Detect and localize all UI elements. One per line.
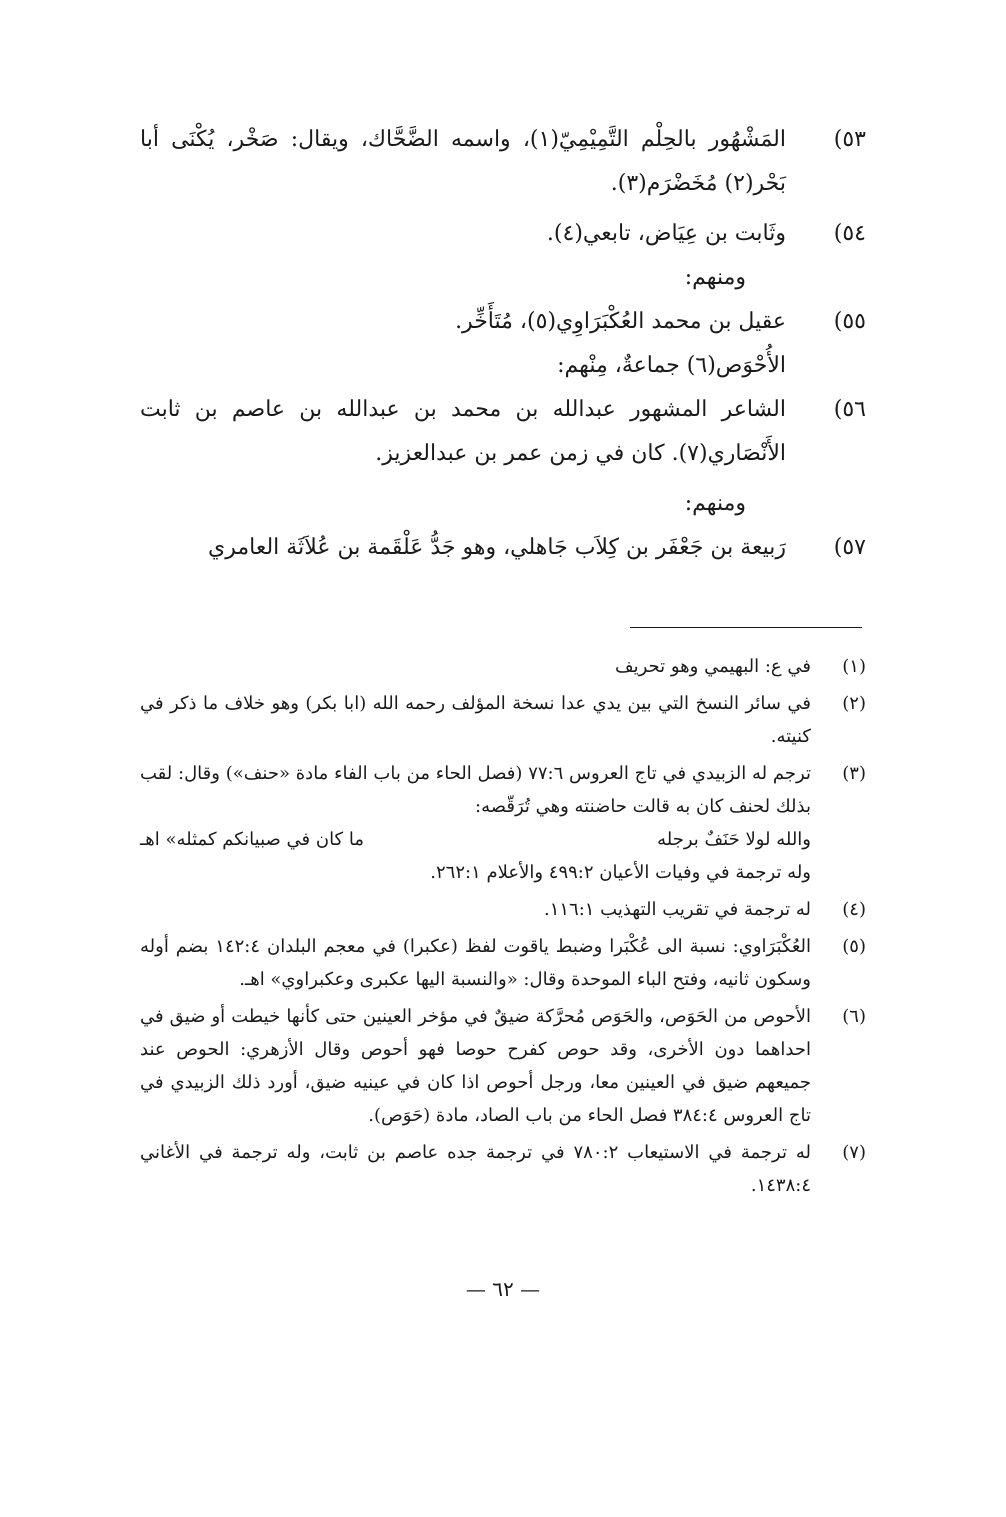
entry-text: الشاعر المشهور عبدالله بن محمد بن عبدالله بن عاصم بن ثابت الأَنْصَاري(٧). كان في زمن عمر بن عبدالعزيز. bbox=[140, 397, 786, 466]
poetry-verse bbox=[140, 823, 811, 856]
footnote-number: (٦) bbox=[842, 1006, 866, 1027]
footnote-text: ترجم له الزبيدي في تاج العروس ٧٧:٦ (فصل الحاء من باب الفاء مادة «حنف») وقال: لقب بذلك لحنف كان به قالت حاضنته وهي تُرَقّصه: bbox=[140, 763, 811, 817]
page-number: — ٦٢ — bbox=[465, 1277, 541, 1301]
entry-53 bbox=[140, 118, 866, 206]
subheading: الأُحْوَص(٦) جماعةٌ، مِنْهم: bbox=[557, 353, 786, 378]
entry-text: رَبيعة بن جَعْفَر بن كِلاَب جَاهلي، وهو جَدُّ عَلْقَمة بن عُلاَثَة العامري bbox=[208, 535, 786, 560]
footnote-number: (٤) bbox=[842, 899, 866, 920]
footnote bbox=[140, 930, 866, 996]
footnote bbox=[140, 893, 866, 926]
subheading: ومنهم: bbox=[684, 265, 746, 290]
footnote-number: (١) bbox=[842, 656, 866, 677]
entry-56 bbox=[140, 388, 866, 476]
entry-number: ٥٤) bbox=[833, 221, 866, 246]
entry-number: ٥٦) bbox=[833, 397, 866, 422]
entry-57 bbox=[140, 526, 866, 570]
verse-first-hemistich: والله لولا حَنَفٌ برجله bbox=[657, 829, 811, 850]
entry-number: ٥٣) bbox=[833, 127, 866, 152]
entry-text: عقيل بن محمد العُكْبَرَاوِي(٥)، مُتَأَخِّر. bbox=[455, 309, 786, 334]
footnote-text: الأحوص من الحَوَص، والحَوَص مُحرَّكة ضيقٌ في مؤخر العينين حتى كأنها خيطت أو ضيق في احداهما دون الأخرى، وقد حوص كفرح حوصا فهو أحوص وقال الأزهري: الحوص عند جميعهم ضيق في العينين معا، ورجل أحوص اذا كان في عينيه ضيق، أورد ذلك الزبيدي في تاج العروس ٣٨٤:٤ فصل الحاء من باب الصاد، مادة (حَوَص). bbox=[140, 1006, 811, 1126]
entry-55 bbox=[140, 300, 866, 344]
footnote-text: له ترجمة في الاستيعاب ٧٨٠:٢ في ترجمة جده عاصم بن ثابت، وله ترجمة في الأغاني ١٤٣٨:٤. bbox=[140, 1142, 811, 1196]
entry-number: ٥٥) bbox=[833, 309, 866, 334]
footnote-body bbox=[140, 757, 811, 889]
footnote-text: العُكْبَرَاوي: نسبة الى عُكْبَرا وضبط ياقوت لفظ (عكبرا) في معجم البلدان ١٤٢:٤ بضم أوله وسكون ثانيه، وفتح الباء الموحدة وقال: «والنسبة اليها عكبرى وعكبراوي» اهـ. bbox=[140, 936, 811, 990]
entry-text: المَشْهُور بالحِلْم التَّمِيْمِيّ(١)، واسمه الضَّحَّاك، ويقال: صَخْر، يُكْنَى أبا بَحْر(٢) مُخَضْرَم(٣). bbox=[140, 127, 786, 196]
footnote-number: (٧) bbox=[842, 1142, 866, 1163]
entry-54 bbox=[140, 212, 866, 256]
footnote-text: في سائر النسخ التي بين يدي عدا نسخة المؤلف رحمه الله (ابا بكر) وهو خلاف ما ذكر في كنيته. bbox=[140, 693, 811, 747]
footnote-separator bbox=[630, 627, 862, 628]
footnote bbox=[140, 687, 866, 753]
verse-second-hemistich: ما كان في صبيانكم كمثله» اهـ bbox=[140, 829, 364, 850]
footnote-text: في ع: البهيمي وهو تحريف bbox=[614, 656, 811, 677]
footnote-number: (٥) bbox=[842, 936, 866, 957]
entry-text: وثَابت بن عِيَاض، تابعي(٤). bbox=[546, 221, 786, 246]
entry-number: ٥٧) bbox=[833, 535, 866, 560]
footnotes bbox=[140, 650, 866, 1206]
footnote-number: (٣) bbox=[842, 763, 866, 784]
footnote-text: له ترجمة في تقريب التهذيب ١١٦:١. bbox=[543, 899, 811, 920]
footnote bbox=[140, 1000, 866, 1132]
footnote bbox=[140, 757, 866, 889]
footnote bbox=[140, 1136, 866, 1202]
footnote bbox=[140, 650, 866, 683]
main-text bbox=[140, 118, 866, 570]
footnote-extra: وله ترجمة في وفيات الأعيان ٤٩٩:٢ والأعلام ٢٦٢:١. bbox=[430, 862, 811, 883]
subheading: ومنهم: bbox=[684, 491, 746, 516]
footnote-number: (٢) bbox=[842, 693, 866, 714]
